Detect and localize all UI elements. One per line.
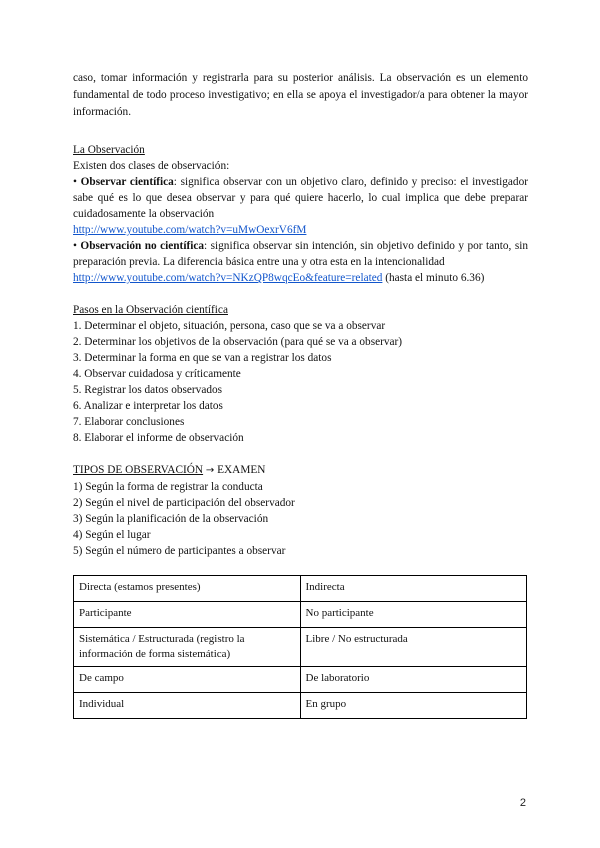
table-row	[74, 628, 527, 667]
table-cell: Directa (estamos presentes)	[74, 576, 301, 602]
table-row	[74, 693, 527, 719]
table-cell: De campo	[74, 667, 301, 693]
tipos-suffix: EXAMEN	[214, 464, 266, 476]
table-cell: Libre / No estructurada	[300, 628, 527, 667]
observacion-section	[73, 142, 528, 286]
table-cell: En grupo	[300, 693, 527, 719]
pasos-item: 5. Registrar los datos observados	[73, 384, 223, 396]
tipos-item: 3) Según la planificación de la observación	[73, 513, 269, 525]
table-cell: Sistemática / Estructurada (registro la información de forma sistemática)	[74, 628, 301, 667]
pasos-item: 7. Elaborar conclusiones	[73, 416, 185, 428]
table-row	[74, 576, 527, 602]
tipos-item: 5) Según el número de participantes a observar	[73, 545, 286, 557]
tipos-item: 4) Según el lugar	[73, 529, 151, 541]
pasos-item: 4. Observar cuidadosa y críticamente	[73, 368, 241, 380]
item2-text: : significa observar sin intención, sin objetivo definido y por tanto, sin preparación previa. La diferencia básica entre una y otra esta en la intencionalidad	[73, 240, 529, 268]
table-cell: No participante	[300, 602, 527, 628]
spacer	[73, 286, 528, 302]
tipos-heading	[73, 462, 528, 479]
tipos-item: 2) Según el nivel de participación del observador	[73, 497, 295, 509]
table-cell: Individual	[74, 693, 301, 719]
tipos-title: TIPOS DE OBSERVACIÓN	[73, 464, 204, 476]
observacion-item-no-cientifica	[73, 238, 528, 286]
item1-text: : significa observar con un objetivo claro, definido y preciso: el investigador sabe qué es lo que desea observar y para qué quiere hacerlo, lo cual implica que debe preparar cuidadosamente la observación	[73, 176, 528, 220]
table-cell: Participante	[74, 602, 301, 628]
right-arrow-icon: →	[205, 465, 215, 476]
table-cell: De laboratorio	[300, 667, 527, 693]
item2-after: (hasta el minuto 6.36)	[382, 272, 485, 284]
pasos-section	[73, 302, 528, 446]
intro-paragraph: caso, tomar información y registrarla para su posterior análisis. La observación es un elemento fundamental de todo proceso investigativo; en ella se apoya el investigador/a para obtener la mayor información.	[73, 72, 528, 118]
tipos-item: 1) Según la forma de registrar la conducta	[73, 481, 263, 493]
document-page	[73, 70, 528, 719]
tipos-table	[73, 575, 527, 719]
pasos-item: 6. Analizar e interpretar los datos	[73, 400, 223, 412]
bullet-1: •	[73, 176, 77, 188]
pasos-title: Pasos en la Observación científica	[73, 304, 228, 316]
pasos-item: 2. Determinar los objetivos de la observación (para qué se va a observar)	[73, 336, 403, 348]
spacer	[73, 446, 528, 462]
item2-bold: Observación no científica	[80, 240, 205, 252]
youtube-link-2[interactable]: http://www.youtube.com/watch?v=NKzQP8wqcEo&feature=related	[73, 272, 383, 284]
tipos-section	[73, 462, 528, 559]
pasos-item: 8. Elaborar el informe de observación	[73, 432, 244, 444]
bullet-2: •	[73, 240, 77, 252]
item1-bold: Observar científica	[80, 176, 174, 188]
pasos-item: 3. Determinar la forma en que se van a registrar los datos	[73, 352, 332, 364]
pasos-item: 1. Determinar el objeto, situación, persona, caso que se va a observar	[73, 320, 386, 332]
observacion-subtitle: Existen dos clases de observación:	[73, 160, 230, 172]
table-cell: Indirecta	[300, 576, 527, 602]
observacion-item-cientifica	[73, 174, 528, 238]
page-number: 2	[519, 797, 526, 809]
observacion-title: La Observación	[73, 144, 145, 156]
table-row	[74, 602, 527, 628]
youtube-link-1[interactable]: http://www.youtube.com/watch?v=uMwOexrV6fM	[73, 224, 307, 236]
table-row	[74, 667, 527, 693]
